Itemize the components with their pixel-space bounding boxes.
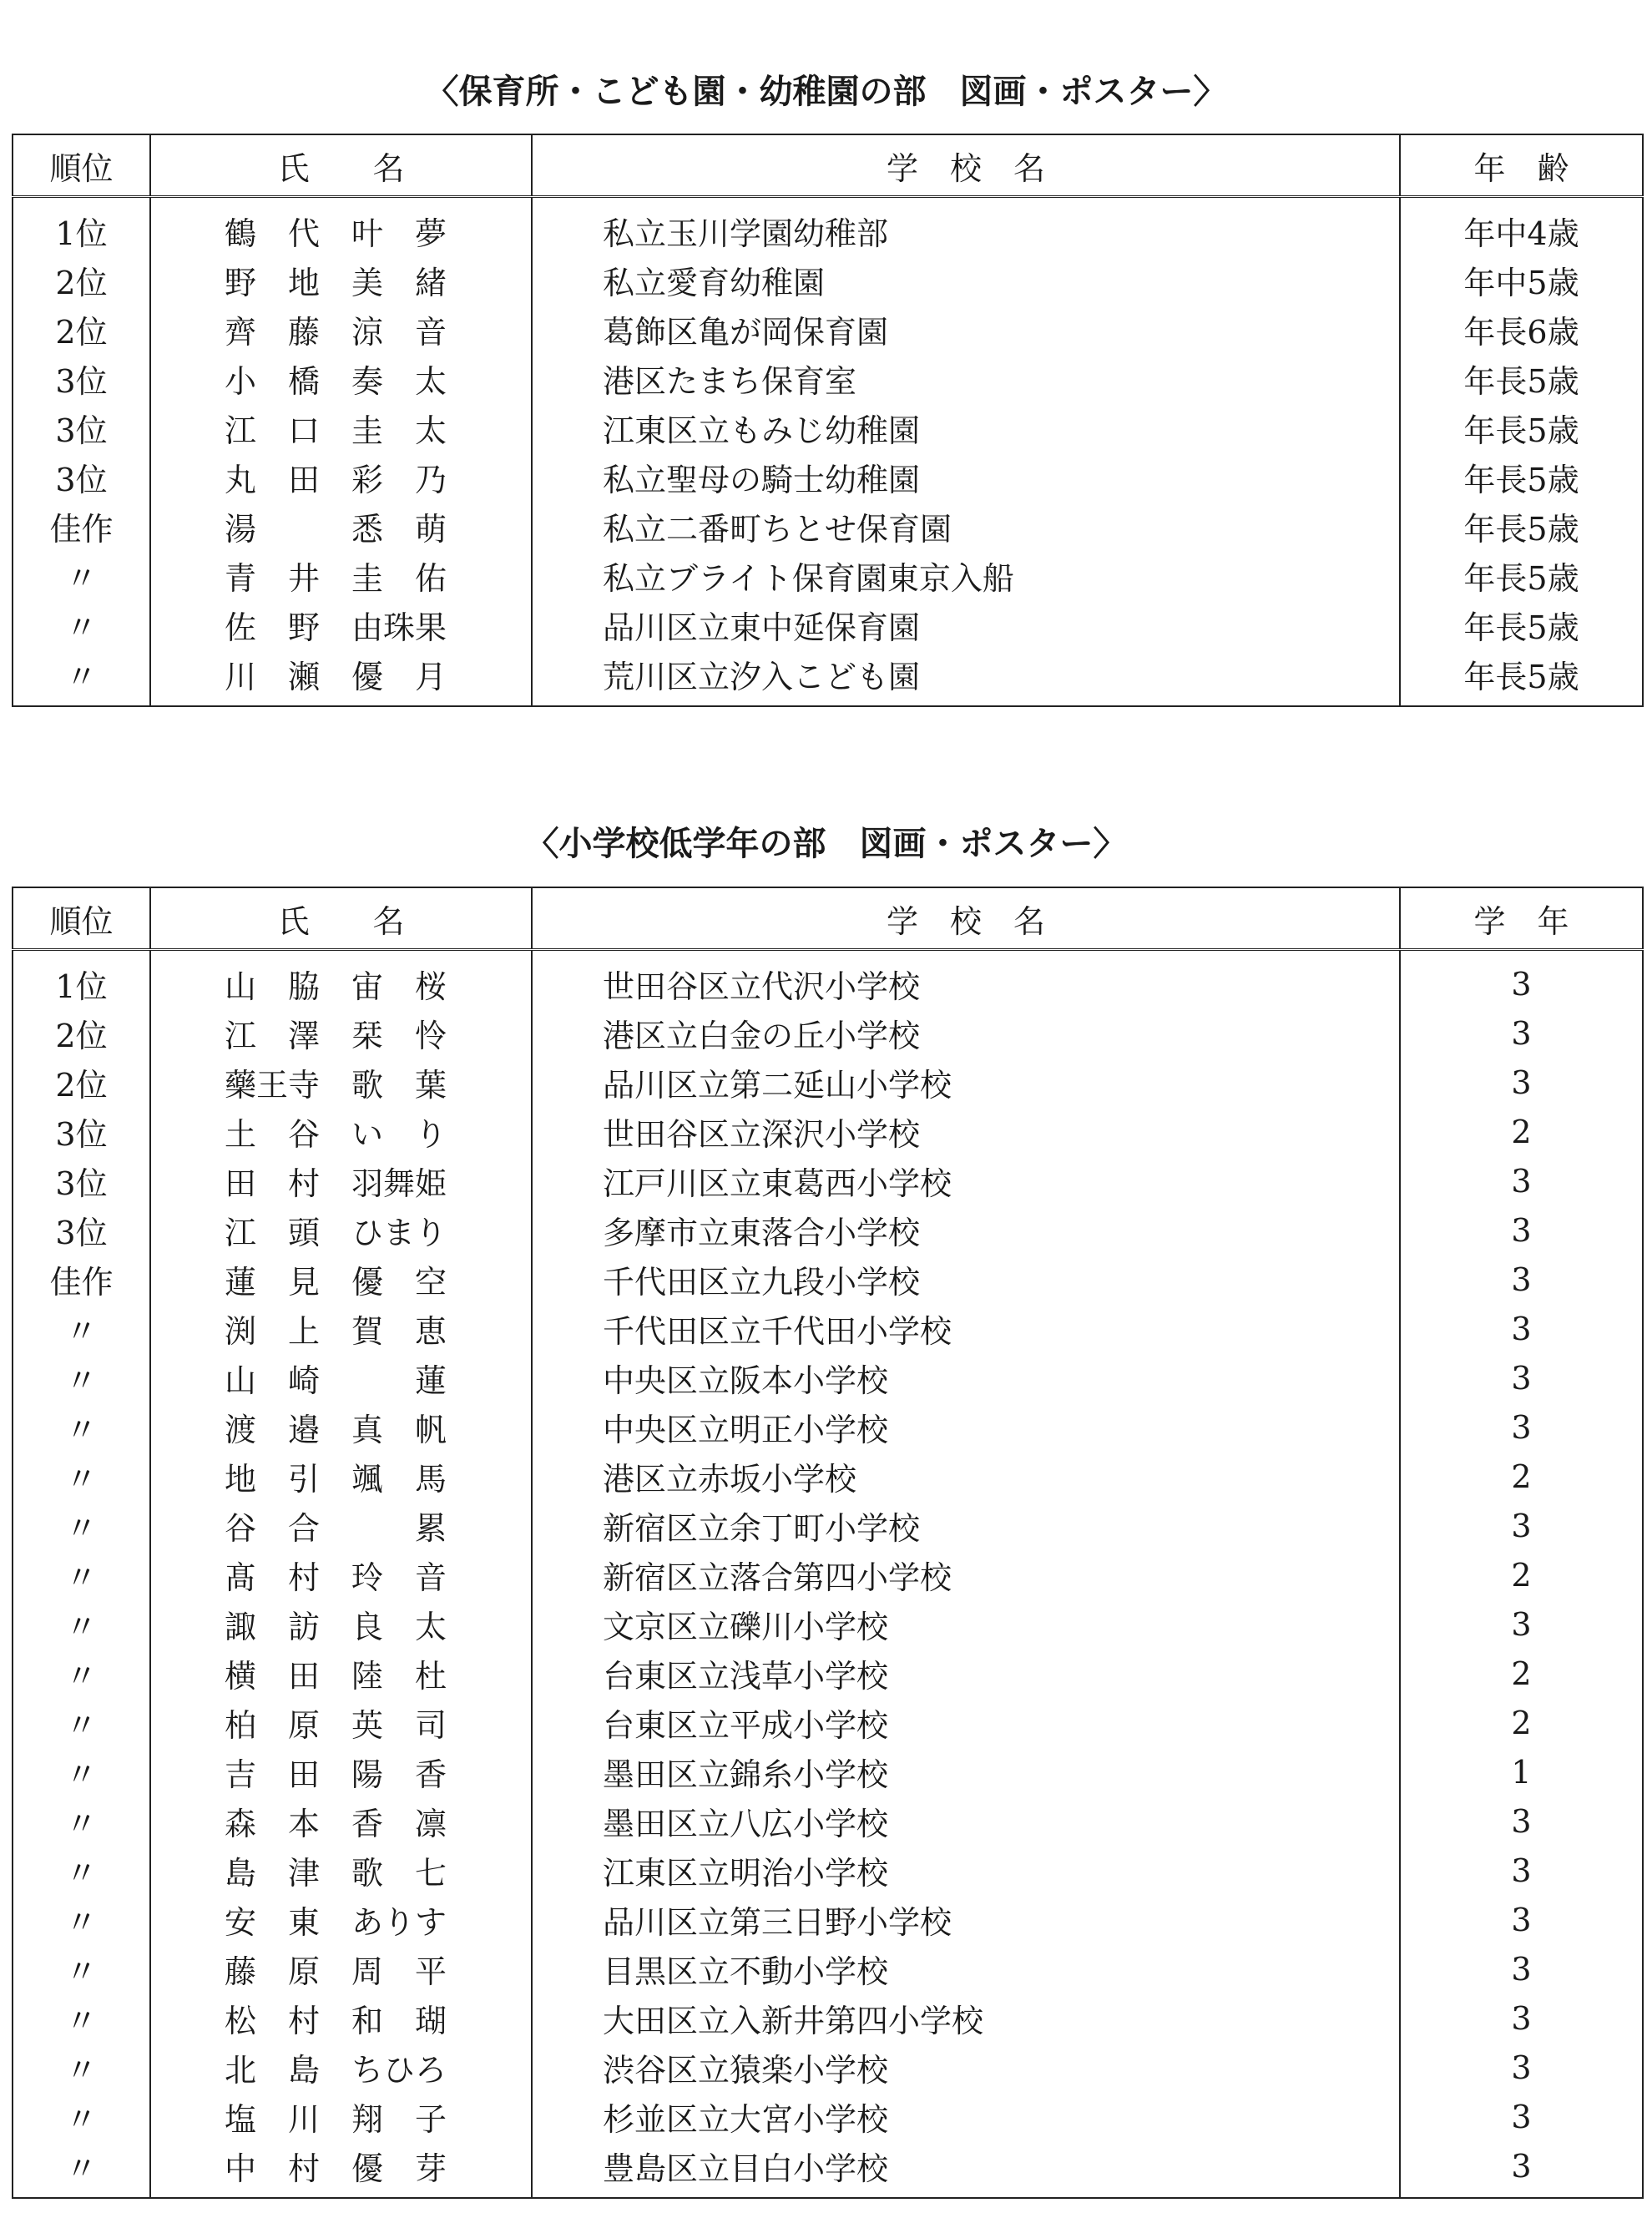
- name-cell: 江 頭 ひまり: [150, 1205, 532, 1255]
- table-row: [13, 1452, 1643, 1501]
- school-cell: 世田谷区立代沢小学校: [532, 950, 1400, 1009]
- table-row: [13, 2092, 1643, 2141]
- school-cell: 品川区立東中延保育園: [532, 600, 1400, 649]
- table-row: [13, 255, 1643, 305]
- table-body-elementary-lower: [13, 950, 1643, 2199]
- table-row: [13, 2043, 1643, 2092]
- rank-cell: 〃: [65, 1806, 98, 1842]
- grade-cell: 3: [1400, 950, 1643, 1009]
- name-cell: 齊 藤 涼 音: [150, 305, 532, 354]
- name-cell: 塩 川 翔 子: [150, 2092, 532, 2141]
- grade-cell: 3: [1400, 1895, 1643, 1944]
- name-cell: 吉 田 陽 香: [150, 1747, 532, 1796]
- grade-cell: 3: [1400, 1156, 1643, 1205]
- school-cell: 千代田区立九段小学校: [532, 1255, 1400, 1304]
- school-cell: 墨田区立錦糸小学校: [532, 1747, 1400, 1796]
- school-cell: 江東区立明治小学校: [532, 1846, 1400, 1895]
- name-cell: 藤 原 周 平: [150, 1944, 532, 1993]
- table-row: [13, 1993, 1643, 2043]
- school-cell: 目黒区立不動小学校: [532, 1944, 1400, 1993]
- school-cell: 中央区立明正小学校: [532, 1402, 1400, 1452]
- grade-cell: 1: [1400, 1747, 1643, 1796]
- rank-cell: 2位: [55, 1067, 108, 1104]
- school-cell: 私立愛育幼稚園: [532, 255, 1400, 305]
- header-rank: 順位: [13, 887, 150, 950]
- school-cell: 大田区立入新井第四小学校: [532, 1993, 1400, 2043]
- table-row: [13, 1698, 1643, 1747]
- rank-cell: 佳作: [49, 1264, 114, 1301]
- table-row: [13, 502, 1643, 551]
- rank-cell: 〃: [65, 1707, 98, 1744]
- name-cell: 諏 訪 良 太: [150, 1599, 532, 1649]
- table-row: [13, 1107, 1643, 1156]
- table-row: [13, 452, 1643, 502]
- table-row: [13, 1353, 1643, 1402]
- grade-cell: 3: [1400, 1205, 1643, 1255]
- grade-cell: 3: [1400, 1008, 1643, 1058]
- grade-cell: 3: [1400, 1599, 1643, 1649]
- table-row: [13, 197, 1643, 256]
- rank-cell: 〃: [65, 1461, 98, 1498]
- table-row: [13, 1058, 1643, 1107]
- grade-cell: 3: [1400, 1304, 1643, 1353]
- grade-cell: 3: [1400, 1353, 1643, 1402]
- age-cell: 年中4歳: [1400, 197, 1643, 256]
- table-row: [13, 1944, 1643, 1993]
- age-cell: 年長5歳: [1400, 502, 1643, 551]
- rank-cell: 〃: [65, 2052, 98, 2089]
- school-cell: 私立二番町ちとせ保育園: [532, 502, 1400, 551]
- grade-cell: 3: [1400, 2141, 1643, 2198]
- age-cell: 年長5歳: [1400, 452, 1643, 502]
- rank-cell: 3位: [55, 1215, 108, 1251]
- school-cell: 港区立赤坂小学校: [532, 1452, 1400, 1501]
- name-cell: 安 東 ありす: [150, 1895, 532, 1944]
- header-rank: 順位: [13, 134, 150, 197]
- name-cell: 山 脇 宙 桜: [150, 950, 532, 1009]
- school-cell: 私立玉川学園幼稚部: [532, 197, 1400, 256]
- name-cell: 柏 原 英 司: [150, 1698, 532, 1747]
- rank-cell: 3位: [55, 1165, 108, 1202]
- header-school: 学 校 名: [532, 134, 1400, 197]
- name-cell: 蓮 見 優 空: [150, 1255, 532, 1304]
- table-row: [13, 354, 1643, 403]
- school-cell: 葛飾区亀が岡保育園: [532, 305, 1400, 354]
- age-cell: 年長6歳: [1400, 305, 1643, 354]
- table-row: [13, 600, 1643, 649]
- rank-cell: 〃: [65, 1362, 98, 1399]
- rank-cell: 3位: [55, 1116, 108, 1153]
- grade-cell: 3: [1400, 1846, 1643, 1895]
- grade-cell: 2: [1400, 1649, 1643, 1698]
- age-cell: 年長5歳: [1400, 600, 1643, 649]
- rank-cell: 〃: [65, 2101, 98, 2138]
- table-row: [13, 950, 1643, 1009]
- rank-cell: 〃: [65, 609, 98, 646]
- school-cell: 江戸川区立東葛西小学校: [532, 1156, 1400, 1205]
- grade-cell: 3: [1400, 1796, 1643, 1846]
- school-cell: 私立ブライト保育園東京入船: [532, 551, 1400, 600]
- rank-cell: 〃: [65, 2003, 98, 2039]
- grade-cell: 3: [1400, 1402, 1643, 1452]
- table-row: [13, 1156, 1643, 1205]
- school-cell: 品川区立第二延山小学校: [532, 1058, 1400, 1107]
- table-body-preschool: [13, 197, 1643, 707]
- school-cell: 台東区立平成小学校: [532, 1698, 1400, 1747]
- name-cell: 髙 村 玲 音: [150, 1550, 532, 1599]
- name-cell: 中 村 優 芽: [150, 2141, 532, 2198]
- rank-cell: 2位: [55, 314, 108, 351]
- rank-cell: 3位: [55, 462, 108, 498]
- rank-cell: 〃: [65, 1510, 98, 1547]
- name-cell: 渕 上 賀 恵: [150, 1304, 532, 1353]
- school-cell: 新宿区立余丁町小学校: [532, 1501, 1400, 1550]
- name-cell: 北 島 ちひろ: [150, 2043, 532, 2092]
- name-cell: 湯 悉 萌: [150, 502, 532, 551]
- rank-cell: 2位: [55, 265, 108, 301]
- name-cell: 野 地 美 緒: [150, 255, 532, 305]
- name-cell: 小 橋 奏 太: [150, 354, 532, 403]
- section-title-elementary-lower: 〈小学校低学年の部 図画・ポスター〉: [525, 825, 1127, 863]
- name-cell: 青 井 圭 佑: [150, 551, 532, 600]
- name-cell: 佐 野 由珠果: [150, 600, 532, 649]
- grade-cell: 3: [1400, 1993, 1643, 2043]
- header-name: 氏 名: [150, 887, 532, 950]
- table-row: [13, 1649, 1643, 1698]
- school-cell: 千代田区立千代田小学校: [532, 1304, 1400, 1353]
- table-row: [13, 1501, 1643, 1550]
- table-row: [13, 1008, 1643, 1058]
- grade-cell: 2: [1400, 1452, 1643, 1501]
- name-cell: 地 引 颯 馬: [150, 1452, 532, 1501]
- header-grade: 学 年: [1400, 887, 1643, 950]
- school-cell: 墨田区立八広小学校: [532, 1796, 1400, 1846]
- rank-cell: 〃: [65, 1658, 98, 1695]
- grade-cell: 2: [1400, 1550, 1643, 1599]
- rank-cell: 3位: [55, 363, 108, 400]
- table-row: [13, 1255, 1643, 1304]
- section-title-preschool: 〈保育所・こども園・幼稚園の部 図画・ポスター〉: [425, 73, 1227, 111]
- table-header-row: [13, 134, 1643, 197]
- age-cell: 年長5歳: [1400, 403, 1643, 452]
- header-age: 年 齢: [1400, 134, 1643, 197]
- age-cell: 年中5歳: [1400, 255, 1643, 305]
- table-row: [13, 403, 1643, 452]
- age-cell: 年長5歳: [1400, 551, 1643, 600]
- table-row: [13, 1599, 1643, 1649]
- school-cell: 品川区立第三日野小学校: [532, 1895, 1400, 1944]
- rank-cell: 〃: [65, 1953, 98, 1990]
- rank-cell: 〃: [65, 659, 98, 695]
- header-school: 学 校 名: [532, 887, 1400, 950]
- table-row: [13, 305, 1643, 354]
- rank-cell: 〃: [65, 1904, 98, 1941]
- rank-cell: 〃: [65, 1412, 98, 1448]
- award-table-elementary-lower: [12, 887, 1644, 2199]
- rank-cell: 佳作: [49, 511, 114, 548]
- rank-cell: 〃: [65, 1559, 98, 1596]
- age-cell: 年長5歳: [1400, 649, 1643, 706]
- grade-cell: 3: [1400, 1944, 1643, 1993]
- name-cell: 藥王寺 歌 葉: [150, 1058, 532, 1107]
- name-cell: 土 谷 い り: [150, 1107, 532, 1156]
- table-row: [13, 1550, 1643, 1599]
- header-name: 氏 名: [150, 134, 532, 197]
- rank-cell: 〃: [65, 1313, 98, 1350]
- school-cell: 荒川区立汐入こども園: [532, 649, 1400, 706]
- school-cell: 江東区立もみじ幼稚園: [532, 403, 1400, 452]
- name-cell: 鶴 代 叶 夢: [150, 197, 532, 256]
- grade-cell: 2: [1400, 1698, 1643, 1747]
- table-row: [13, 2141, 1643, 2198]
- name-cell: 丸 田 彩 乃: [150, 452, 532, 502]
- grade-cell: 3: [1400, 2043, 1643, 2092]
- school-cell: 世田谷区立深沢小学校: [532, 1107, 1400, 1156]
- table-row: [13, 649, 1643, 706]
- grade-cell: 3: [1400, 1501, 1643, 1550]
- name-cell: 江 口 圭 太: [150, 403, 532, 452]
- table-header-row: [13, 887, 1643, 950]
- rank-cell: 2位: [55, 1018, 108, 1054]
- grade-cell: 2: [1400, 1107, 1643, 1156]
- school-cell: 渋谷区立猿楽小学校: [532, 2043, 1400, 2092]
- table-row: [13, 1846, 1643, 1895]
- age-cell: 年長5歳: [1400, 354, 1643, 403]
- grade-cell: 3: [1400, 1058, 1643, 1107]
- name-cell: 渡 邉 真 帆: [150, 1402, 532, 1452]
- table-row: [13, 1205, 1643, 1255]
- rank-cell: 1位: [55, 968, 108, 1005]
- table-row: [13, 1895, 1643, 1944]
- rank-cell: 〃: [65, 1609, 98, 1645]
- name-cell: 江 澤 栞 怜: [150, 1008, 532, 1058]
- table-row: [13, 1402, 1643, 1452]
- table-row: [13, 1796, 1643, 1846]
- name-cell: 川 瀬 優 月: [150, 649, 532, 706]
- school-cell: 中央区立阪本小学校: [532, 1353, 1400, 1402]
- grade-cell: 3: [1400, 1255, 1643, 1304]
- rank-cell: 1位: [55, 215, 108, 252]
- grade-cell: 3: [1400, 2092, 1643, 2141]
- school-cell: 港区立白金の丘小学校: [532, 1008, 1400, 1058]
- table-row: [13, 1747, 1643, 1796]
- school-cell: 私立聖母の騎士幼稚園: [532, 452, 1400, 502]
- award-table-preschool: [12, 134, 1644, 707]
- name-cell: 横 田 陸 杜: [150, 1649, 532, 1698]
- school-cell: 新宿区立落合第四小学校: [532, 1550, 1400, 1599]
- name-cell: 山 崎 蓮: [150, 1353, 532, 1402]
- school-cell: 豊島区立目白小学校: [532, 2141, 1400, 2198]
- rank-cell: 〃: [65, 560, 98, 597]
- table-row: [13, 551, 1643, 600]
- name-cell: 松 村 和 瑚: [150, 1993, 532, 2043]
- school-cell: 多摩市立東落合小学校: [532, 1205, 1400, 1255]
- rank-cell: 〃: [65, 2150, 98, 2187]
- rank-cell: 〃: [65, 1855, 98, 1892]
- rank-cell: 〃: [65, 1756, 98, 1793]
- school-cell: 港区たまち保育室: [532, 354, 1400, 403]
- name-cell: 島 津 歌 七: [150, 1846, 532, 1895]
- table-row: [13, 1304, 1643, 1353]
- rank-cell: 3位: [55, 412, 108, 449]
- school-cell: 台東区立浅草小学校: [532, 1649, 1400, 1698]
- name-cell: 谷 合 累: [150, 1501, 532, 1550]
- school-cell: 文京区立礫川小学校: [532, 1599, 1400, 1649]
- name-cell: 森 本 香 凛: [150, 1796, 532, 1846]
- name-cell: 田 村 羽舞姫: [150, 1156, 532, 1205]
- school-cell: 杉並区立大宮小学校: [532, 2092, 1400, 2141]
